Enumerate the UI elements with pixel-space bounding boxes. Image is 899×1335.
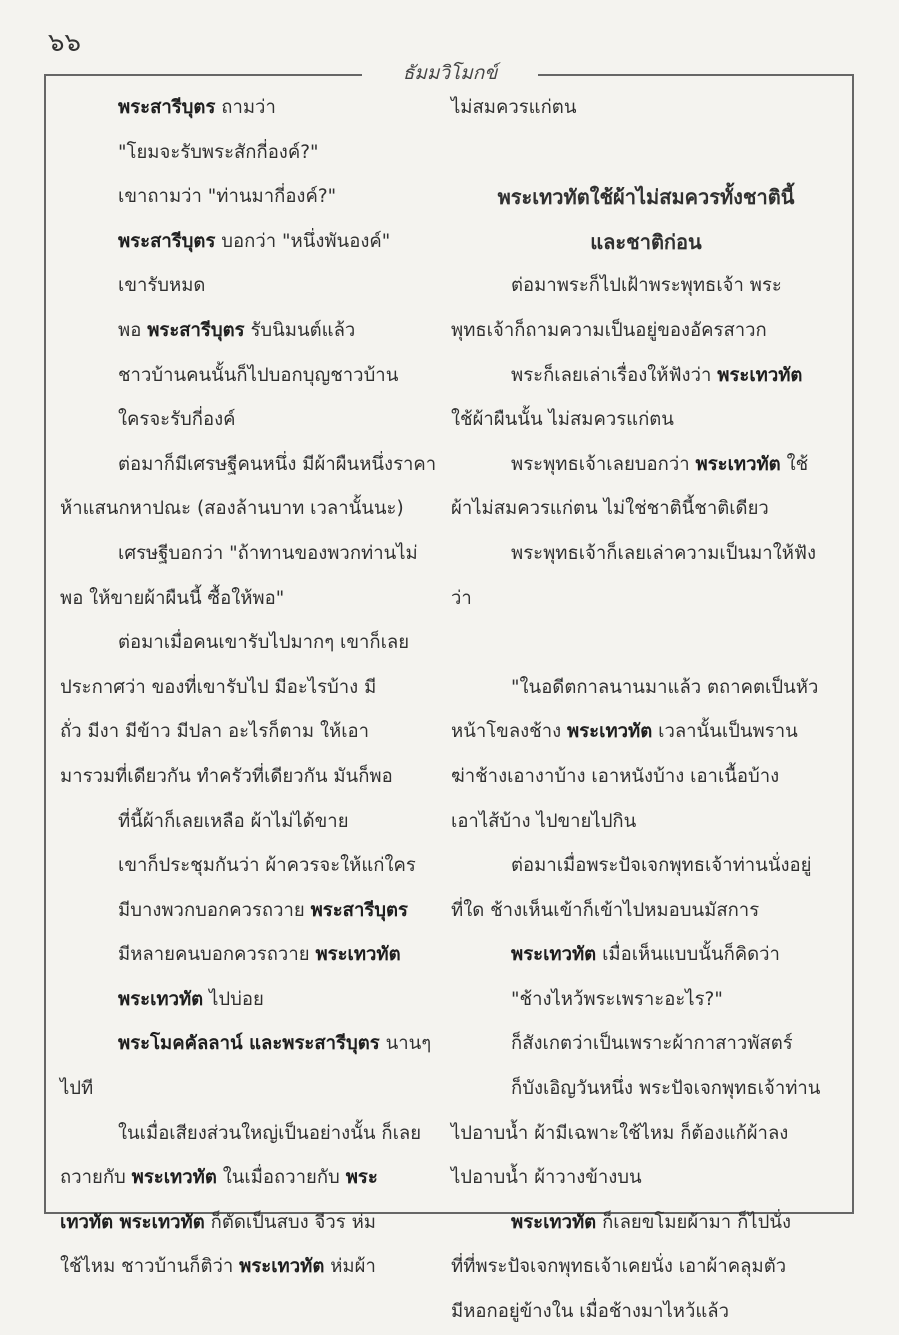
section-heading: พระเทวทัตใช้ผ้าไม่สมควรทั้งชาตินี้ — [497, 185, 795, 210]
text-line: เขาถามว่า "ท่านมากี่องค์?" — [118, 186, 337, 208]
section-heading: และชาติก่อน — [590, 229, 702, 254]
text-line: ต่อมาเมื่อพระปัจเจกพุทธเจ้าท่านนั่งอยู่ — [511, 855, 812, 877]
text-line: เขาก็ประชุมกันว่า ผ้าควรจะให้แก่ใคร — [118, 855, 416, 877]
text-line: ที่ใด ช้างเห็นเข้าก็เข้าไปหมอบนมัสการ — [451, 899, 760, 921]
text-line: ไปอาบน้ำ ผ้ามีเฉพาะใช้ไหม ก็ต้องแก้ผ้าลง — [451, 1122, 789, 1144]
text-line: ถวายกับ พระเทวทัต ในเมื่อถวายกับ พระ — [60, 1167, 378, 1189]
text-line: พระโมคคัลลาน์ และพระสารีบุตร นานๆ — [118, 1033, 432, 1055]
text-line: พระเทวทัต ไปบ่อย — [118, 988, 264, 1010]
text-line: ก็สังเกตว่าเป็นเพราะผ้ากาสาวพัสตร์ — [511, 1033, 793, 1055]
text-line: ใครจะรับกี่องค์ — [118, 409, 236, 431]
text-line: ที่นี้ผ้าก็เลยเหลือ ผ้าไม่ได้ขาย — [118, 810, 349, 832]
running-title: ธัมมวิโมกข์ — [402, 62, 498, 84]
right-column — [451, 86, 841, 1335]
text-line: พระเทวทัต เมื่อเห็นแบบนั้นก็คิดว่า — [511, 944, 780, 966]
frame-top-rule-left — [44, 74, 362, 76]
frame-top-rule-right — [538, 74, 852, 76]
text-line: พระเทวทัต ก็เลยขโมยผ้ามา ก็ไปนั่ง — [511, 1211, 792, 1233]
text-line: ชาวบ้านคนนั้นก็ไปบอกบุญชาวบ้าน — [118, 364, 399, 386]
text-line: หน้าโขลงช้าง พระเทวทัต เวลานั้นเป็นพราน — [451, 721, 798, 743]
text-line: ใช้ไหม ชาวบ้านก็ติว่า พระเทวทัต ห่มผ้า — [60, 1256, 376, 1278]
text-line: ถั่ว มีงา มีข้าว มีปลา อะไรก็ตาม ให้เอา — [60, 721, 370, 743]
text-line: มารวมที่เดียวกัน ทำครัวที่เดียวกัน มันก็พอ — [60, 765, 393, 787]
text-line: ฆ่าช้างเอางาบ้าง เอาหนังบ้าง เอาเนื้อบ้าง — [451, 765, 780, 787]
text-line: "โยมจะรับพระสักกี่องค์?" — [118, 141, 319, 163]
text-line: เอาไส้บ้าง ไปขายไปกิน — [451, 810, 637, 832]
text-line: ไม่สมควรแก่ตน — [451, 97, 577, 118]
text-line: มีหอกอยู่ข้างใน เมื่อช้างมาไหว้แล้ว — [451, 1301, 730, 1323]
text-line: ห้าแสนกหาปณะ (สองล้านบาท เวลานั้นนะ) — [60, 498, 404, 520]
text-line: ว่า — [451, 587, 472, 609]
text-line: ก็บังเอิญวันหนึ่ง พระปัจเจกพุทธเจ้าท่าน — [511, 1078, 821, 1100]
text-line: "ช้างไหว้พระเพราะอะไร?" — [511, 988, 723, 1010]
text-line: มีหลายคนบอกควรถวาย พระเทวทัต — [118, 944, 401, 966]
text-line: ต่อมาเมื่อคนเขารับไปมากๆ เขาก็เลย — [118, 632, 410, 654]
text-line: เศรษฐีบอกว่า "ถ้าทานของพวกท่านไม่ — [118, 542, 418, 564]
text-line: พระพุทธเจ้าเลยบอกว่า พระเทวทัต ใช้ — [511, 453, 809, 475]
text-line: ต่อมาพระก็ไปเฝ้าพระพุทธเจ้า พระ — [511, 275, 782, 297]
text-line: ประกาศว่า ของที่เขารับไป มีอะไรบ้าง มี — [60, 676, 377, 698]
text-line: พุทธเจ้าก็ถามความเป็นอยู่ของอัครสาวก — [451, 319, 767, 341]
text-line: "ในอดีตกาลนานมาแล้ว ตถาคตเป็นหัว — [511, 676, 819, 698]
text-line: เทวทัต พระเทวทัต ก็ตัดเป็นสบง จีวร ห่ม — [60, 1211, 376, 1233]
left-column — [60, 86, 450, 1290]
text-line: ที่ที่พระปัจเจกพุทธเจ้าเคยนั่ง เอาผ้าคลุมตัว — [451, 1256, 787, 1278]
text-line: เขารับหมด — [118, 275, 206, 297]
text-line: ในเมื่อเสียงส่วนใหญ่เป็นอย่างนั้น ก็เลย — [118, 1122, 422, 1144]
text-line: ไปอาบน้ำ ผ้าวางข้างบน — [451, 1167, 642, 1189]
blank-line — [451, 131, 841, 176]
text-line: พอ พระสารีบุตร รับนิมนต์แล้ว — [118, 319, 356, 341]
text-line: พระพุทธเจ้าก็เลยเล่าความเป็นมาให้ฟัง — [511, 542, 817, 564]
blank-line — [451, 621, 841, 666]
text-line: ผ้าไม่สมควรแก่ตน ไม่ใช่ชาตินี้ชาติเดียว — [451, 498, 769, 520]
text-line: พระก็เลยเล่าเรื่องให้ฟังว่า พระเทวทัต — [511, 364, 803, 386]
text-line: พระสารีบุตร ถามว่า — [118, 97, 276, 118]
text-line: พอ ให้ขายผ้าผืนนี้ ซื้อให้พอ" — [60, 587, 285, 609]
text-line: ต่อมาก็มีเศรษฐีคนหนึ่ง มีผ้าผืนหนึ่งราคา — [118, 453, 437, 475]
text-line: ไปที — [60, 1078, 94, 1100]
text-line: พระสารีบุตร บอกว่า "หนึ่งพันองค์" — [118, 230, 391, 252]
text-line: ใช้ผ้าผืนนั้น ไม่สมควรแก่ตน — [451, 409, 674, 431]
text-line: มีบางพวกบอกควรถวาย พระสารีบุตร — [118, 899, 408, 921]
page-number: ๖๖ — [48, 28, 82, 58]
